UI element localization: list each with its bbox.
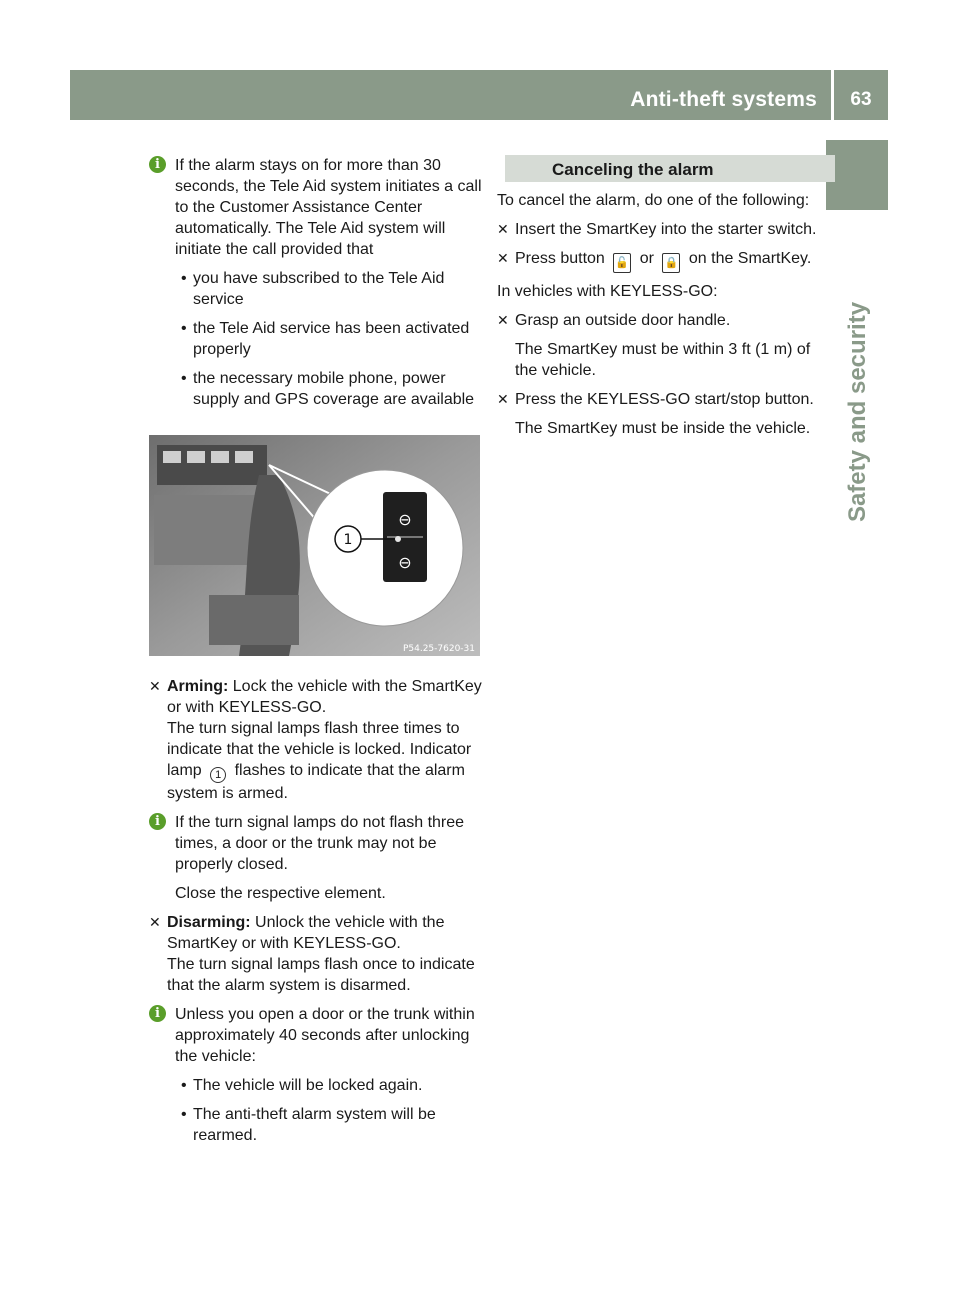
chapter-title: Safety and security: [844, 301, 871, 523]
instruction-step: ✕ Disarming: Unlock the vehicle with the SmartKey or with KEYLESS-GO. The turn signal lamps flash once to indicate that the alarm system is disarmed.: [149, 914, 475, 994]
bullet-icon: •: [181, 320, 187, 337]
info-note: i If the turn signal lamps do not flash three times, a door or the trunk may not be properly closed. Close the respective element.: [149, 812, 483, 904]
intro-text: To cancel the alarm, do one of the following:: [497, 192, 810, 209]
page-header: [70, 70, 888, 120]
chapter-tab: [836, 262, 880, 562]
section-heading: Canceling the alarm: [505, 155, 835, 182]
svg-text:⊖: ⊖: [398, 510, 412, 529]
left-column-bottom: [149, 676, 483, 1154]
bullet-icon: •: [181, 270, 187, 287]
callout-number: 1: [343, 532, 353, 548]
section-title: Anti-theft systems: [630, 88, 817, 111]
list-item: • the necessary mobile phone, power supply and GPS coverage are available: [181, 370, 475, 408]
info-icon: i: [149, 813, 166, 830]
list-item: • the Tele Aid service has been activated properly: [181, 320, 470, 358]
info-icon: i: [149, 156, 166, 173]
list-item: • The anti-theft alarm system will be rearmed.: [181, 1106, 436, 1144]
step-label: Arming:: [167, 678, 229, 695]
left-column-top: [149, 155, 483, 418]
info-note: [149, 155, 483, 410]
svg-text:⊖: ⊖: [398, 553, 412, 572]
bullet-icon: •: [181, 1077, 187, 1094]
step-arrow-icon: ✕: [497, 250, 509, 266]
instruction-step: ✕ Insert the SmartKey into the starter switch.: [497, 221, 817, 238]
keyless-intro: In vehicles with KEYLESS-GO:: [497, 283, 718, 300]
step-arrow-icon: ✕: [149, 914, 161, 930]
list-item: • The vehicle will be locked again.: [181, 1077, 423, 1094]
instruction-step: ✕ Arming: Lock the vehicle with the SmartKey or with KEYLESS-GO. The turn signal lamps flash three times to indicate that the vehicle is locked. Indicator lamp 1 flashes to indicate that the alarm system is armed.: [149, 678, 482, 802]
step-label: Disarming:: [167, 914, 251, 931]
instruction-step: ✕ Press button 🔓 or 🔒 on the SmartKey.: [497, 248, 835, 273]
instruction-step: ✕ Press the KEYLESS-GO start/stop button. The SmartKey must be inside the vehicle.: [497, 391, 814, 437]
info-text: If the alarm stays on for more than 30 seconds, the Tele Aid system initiates a call to the Customer Assistance Center automatically. The Tele Aid system will initiate the call provided that: [175, 157, 482, 258]
bullet-icon: •: [181, 1106, 187, 1123]
lock-icon: 🔒: [662, 253, 680, 273]
center-console-photo: [149, 435, 480, 656]
callout-ref: 1: [210, 767, 226, 783]
info-note: i Unless you open a door or the trunk within approximately 40 seconds after unlocking the vehicle: • The vehicle will be locked again. • The anti-theft alarm system will be rearmed.: [149, 1004, 483, 1146]
instruction-step: ✕ Grasp an outside door handle. The SmartKey must be within 3 ft (1 m) of the vehicle.: [497, 312, 811, 379]
bullet-icon: •: [181, 370, 187, 387]
page-number: 63: [850, 89, 872, 110]
chapter-tab-marker: [826, 140, 888, 210]
figure-code: P54.25-7620-31: [402, 644, 475, 654]
step-arrow-icon: ✕: [149, 678, 161, 694]
unlock-icon: 🔓: [613, 253, 631, 273]
info-icon: i: [149, 1005, 166, 1022]
list-item: • you have subscribed to the Tele Aid service: [181, 270, 445, 308]
step-arrow-icon: ✕: [497, 312, 509, 328]
step-arrow-icon: ✕: [497, 221, 509, 237]
step-arrow-icon: ✕: [497, 391, 509, 407]
right-column: [497, 155, 835, 447]
